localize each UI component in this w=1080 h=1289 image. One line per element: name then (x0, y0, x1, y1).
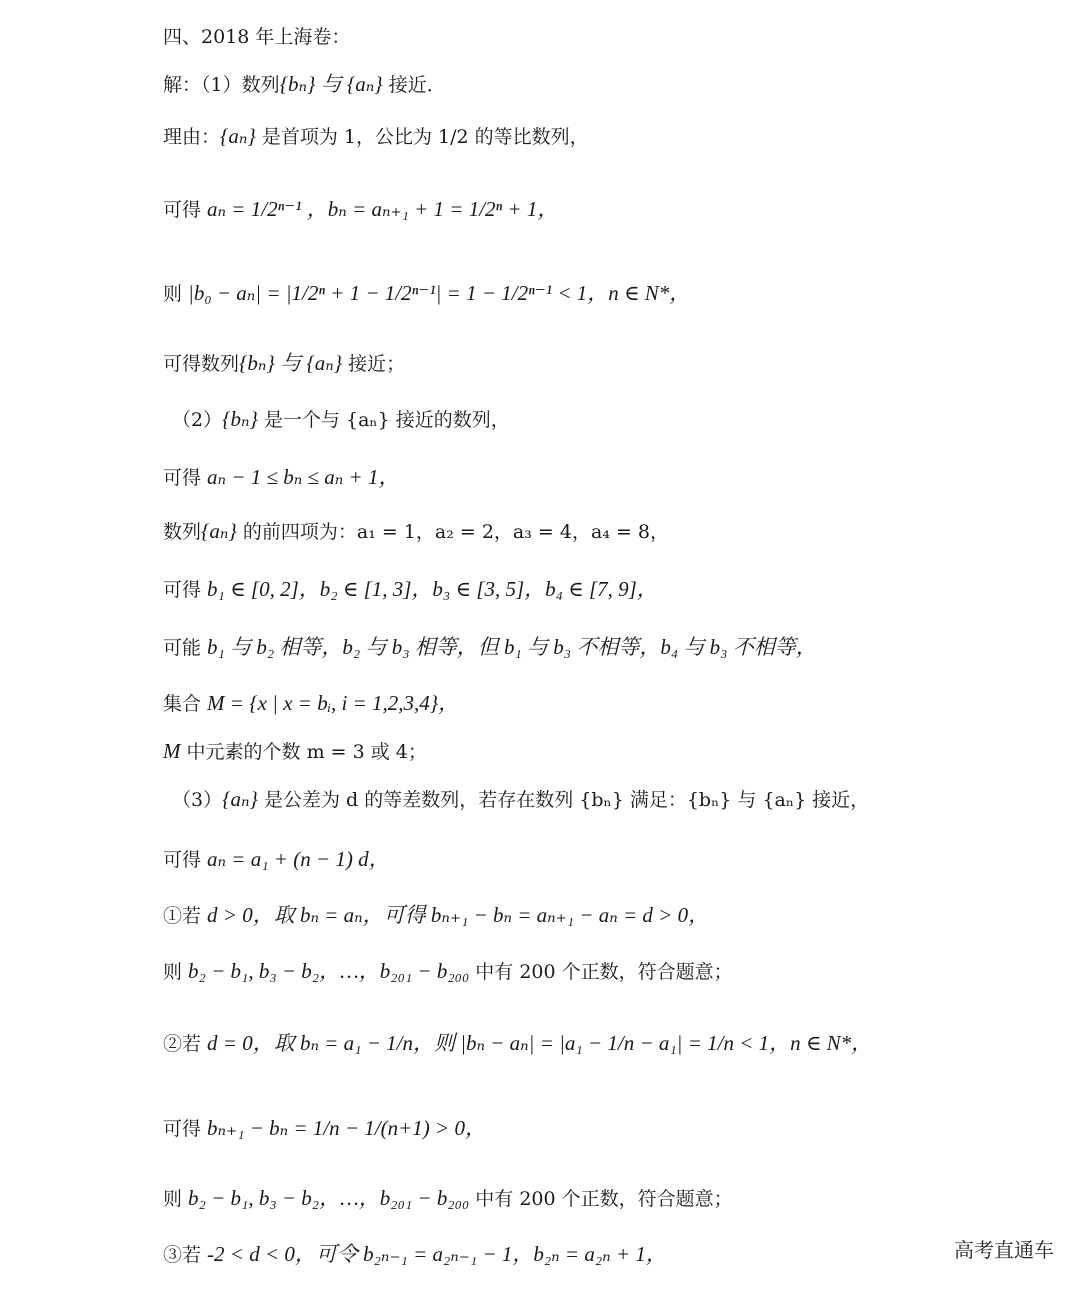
solution-line (163, 899, 709, 929)
line-text: 可得数列 (163, 353, 240, 375)
line-text: 可得 (163, 579, 208, 601)
line-text: 则 (163, 1188, 189, 1210)
line-rest: 是公差为 d 的等差数列，若存在数列 {bₙ} 满足：{bₙ} 与 {aₙ} 接近， (257, 789, 870, 811)
solution-line (163, 631, 817, 661)
line-rest: 2018 年上海卷： (201, 26, 351, 48)
line-math: {aₙ} (201, 519, 237, 543)
line-math: -2 < d < 0，可令 b₂ₙ₋₁ = a₂ₙ₋₁ − 1，b₂ₙ = a₂ₙ + 1， (207, 1242, 667, 1266)
line-math: b₂ − b₁, b₃ − b₂，…，b₂₀₁ − b₂₀₀ (188, 1186, 470, 1210)
line-math: {bₙ} (222, 407, 258, 431)
line-math: b₂ − b₁, b₃ − b₂，…，b₂₀₁ − b₂₀₀ (188, 959, 470, 983)
line-math: {bₙ} 与 {aₙ} (279, 72, 383, 96)
solution-line (172, 785, 869, 812)
line-text: 解：（1）数列 (163, 74, 280, 96)
line-text: 可得 (163, 199, 208, 221)
line-math: M = {x | x = bᵢ, i = 1,2,3,4}， (207, 691, 460, 715)
line-math: d = 0，取 bₙ = a₁ − 1/n，则 |bₙ − aₙ| = |a₁ − 1/n − a₁| = 1/n < 1，n ∈ N*， (207, 1031, 873, 1055)
line-math: {bₙ} 与 {aₙ} (239, 351, 343, 375)
line-text: 则 (163, 283, 189, 305)
line-text: 理由： (163, 126, 221, 148)
line-rest: 的前四项为：a₁ = 1，a₂ = 2，a₃ = 4，a₄ = 8， (236, 521, 669, 543)
line-math: {aₙ} (222, 787, 258, 811)
watermark-text: 高考直通车 (954, 1238, 1054, 1262)
solution-line (163, 687, 459, 717)
line-math: b₁ ∈ [0, 2]，b₂ ∈ [1, 3]，b₃ ∈ [3, 5]，b₄ ∈ [7, 9]， (207, 577, 658, 601)
solution-line (163, 955, 733, 985)
line-text: （3） (172, 789, 223, 811)
line-rest: 是一个与 {aₙ} 接近的数列， (257, 409, 510, 431)
solution-line (163, 1238, 667, 1268)
solution-line (163, 347, 405, 377)
solution-line (163, 573, 658, 603)
line-math: |b₀ − aₙ| = |1/2ⁿ + 1 − 1/2ⁿ⁻¹| = 1 − 1/2ⁿ⁻¹ < 1，n ∈ N*， (188, 281, 691, 305)
line-math: aₙ = a₁ + (n − 1) d， (207, 847, 390, 871)
line-text: 可得 (163, 1118, 208, 1140)
line-text: 数列 (163, 521, 202, 543)
line-rest: 中有 200 个正数，符合题意； (469, 961, 733, 983)
solution-line (163, 193, 558, 223)
line-math: aₙ = 1/2ⁿ⁻¹ ，bₙ = aₙ₊₁ + 1 = 1/2ⁿ + 1， (207, 197, 559, 221)
solution-line (163, 843, 390, 873)
line-text: 可得 (163, 467, 208, 489)
solution-line (163, 22, 350, 49)
solution-line (163, 122, 589, 149)
line-text: ③若 (163, 1244, 208, 1266)
line-rest: 是首项为 1，公比为 1/2 的等比数列， (255, 126, 589, 148)
line-math: aₙ − 1 ≤ bₙ ≤ aₙ + 1， (207, 465, 400, 489)
line-text: 则 (163, 961, 189, 983)
line-rest: 接近． (382, 74, 446, 96)
line-math: M (163, 739, 181, 763)
line-text: ②若 (163, 1033, 208, 1055)
line-rest: 接近； (342, 353, 406, 375)
solution-line (163, 517, 669, 544)
solution-line (163, 737, 427, 764)
solution-line (172, 405, 510, 432)
line-math: d > 0，取 bₙ = aₙ，可得 bₙ₊₁ − bₙ = aₙ₊₁ − aₙ = d > 0， (207, 903, 710, 927)
line-rest: 中有 200 个正数，符合题意； (469, 1188, 733, 1210)
line-math: bₙ₊₁ − bₙ = 1/n − 1/(n+1) > 0， (207, 1116, 486, 1140)
line-text: 可得 (163, 849, 208, 871)
solution-line (163, 461, 399, 491)
line-text: 集合 (163, 693, 208, 715)
solution-line (163, 1027, 872, 1057)
solution-line (163, 277, 690, 307)
line-rest: 中元素的个数 m = 3 或 4； (180, 741, 427, 763)
solution-line (163, 1112, 486, 1142)
line-text: ①若 (163, 905, 208, 927)
line-math: {aₙ} (220, 124, 256, 148)
line-text: 可能 (163, 637, 208, 659)
solution-line (163, 68, 446, 98)
line-math: b₁ 与 b₂ 相等，b₂ 与 b₃ 相等，但 b₁ 与 b₃ 不相等，b₄ 与 b₃ 不相等， (207, 635, 817, 659)
line-text: （2） (172, 409, 223, 431)
line-text: 四、 (163, 26, 202, 48)
solution-line (163, 1182, 733, 1212)
